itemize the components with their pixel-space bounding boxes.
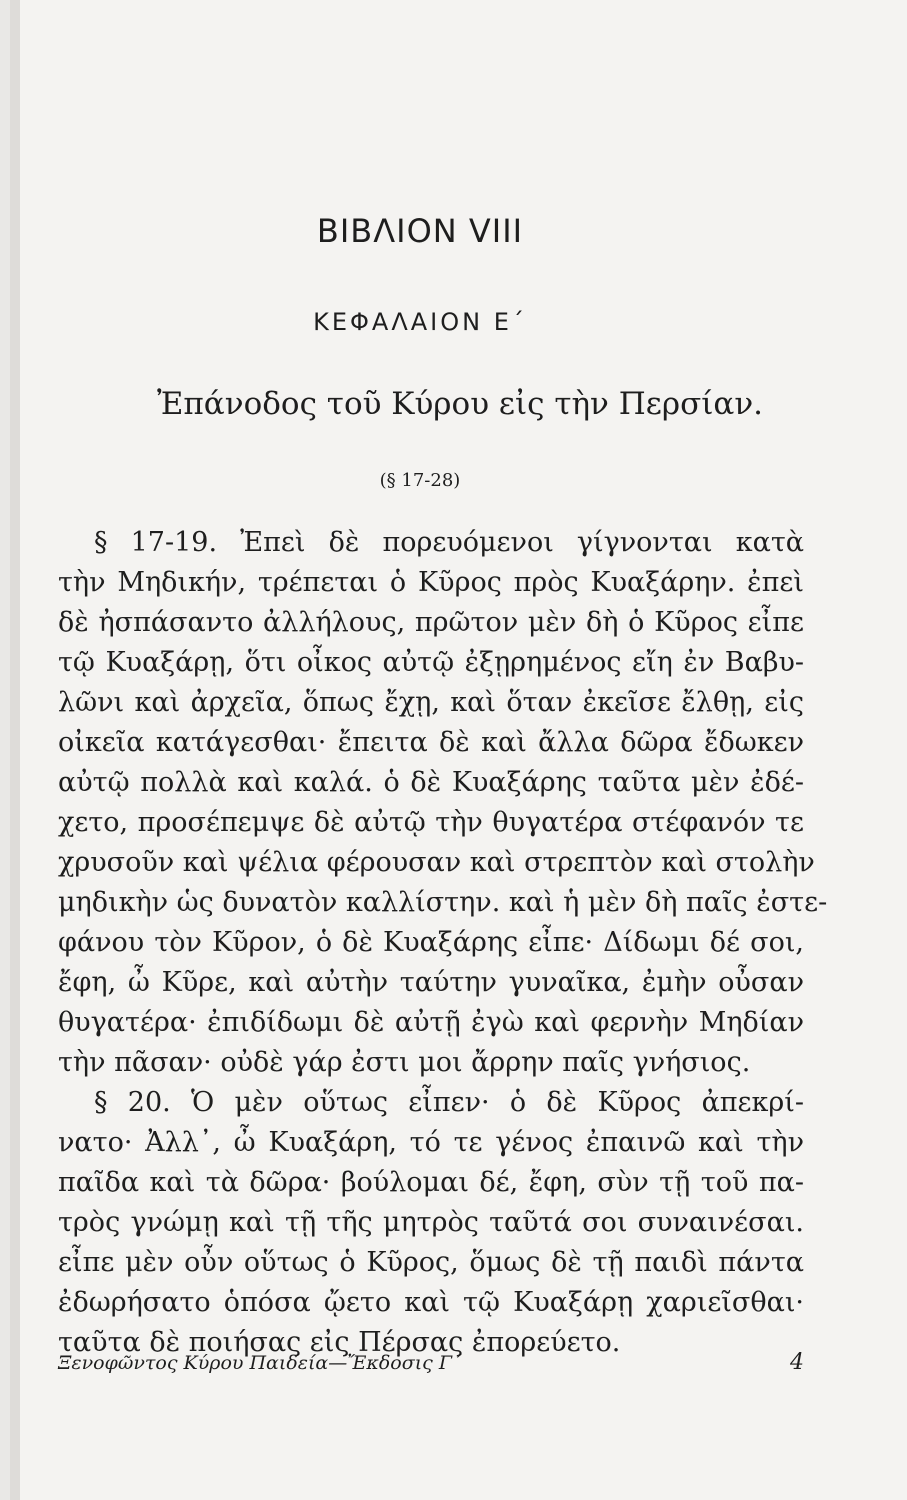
text-line: παῖδα καὶ τὰ δῶρα· βούλομαι δέ, ἔφη, σὺν τῇ τοῦ πα-	[58, 1167, 804, 1198]
body-text	[58, 523, 828, 1363]
text-line: λῶνι καὶ ἀρχεῖα, ὅπως ἔχῃ, καὶ ὅταν ἐκεῖσε ἔλθῃ, εἰς	[58, 687, 804, 718]
book-title: ΒΙΒΛΙΟΝ VIII	[316, 212, 524, 250]
text-line: τὴν Μηδικήν, τρέπεται ὁ Κῦρος πρὸς Κυαξάρην. ἐπεὶ	[58, 567, 804, 598]
text-line: αὐτῷ πολλὰ καὶ καλά. ὁ δὲ Κυαξάρης ταῦτα μὲν ἐδέ-	[58, 767, 804, 798]
footer-title: Ξενοφῶντος Κύρου Παιδεία—Ἔκδοσις Γ΄	[58, 1352, 462, 1374]
text-line: οἰκεῖα κατάγεσθαι· ἔπειτα δὲ καὶ ἄλλα δῶρα ἔδωκεν	[58, 727, 804, 758]
text-line: τρὸς γνώμῃ καὶ τῇ τῆς μητρὸς ταῦτά σοι συναινέσαι.	[58, 1207, 804, 1238]
section-heading: Ἐπάνοδος τοῦ Κύρου εἰς τὴν Περσίαν.	[156, 386, 764, 422]
text-line: νατο· Ἀλλ᾽, ὦ Κυαξάρη, τό τε γένος ἐπαινῶ καὶ τὴν	[58, 1127, 804, 1158]
book-page	[10, 0, 907, 1500]
text-line: εἶπε μὲν οὖν οὕτως ὁ Κῦρος, ὅμως δὲ τῇ παιδὶ πάντα	[58, 1247, 804, 1278]
text-line: ἔφη, ὦ Κῦρε, καὶ αὐτὴν ταύτην γυναῖκα, ἐμὴν οὖσαν	[58, 967, 804, 998]
text-line: μηδικὴν ὡς δυνατὸν καλλίστην. καὶ ἡ μὲν δὴ παῖς ἐστε-	[58, 887, 828, 918]
text-line: θυγατέρα· ἐπιδίδωμι δὲ αὐτῇ ἐγὼ καὶ φερνὴν Μηδίαν	[58, 1007, 804, 1038]
text-line: χετο, προσέπεμψε δὲ αὐτῷ τὴν θυγατέρα στέφανόν τε	[58, 807, 804, 838]
section-range: (§ 17-28)	[379, 470, 461, 491]
text-line: χρυσοῦν καὶ ψέλια φέρουσαν καὶ στρεπτὸν καὶ στολὴν	[58, 847, 815, 878]
text-line: δὲ ἠσπάσαντο ἀλλήλους, πρῶτον μὲν δὴ ὁ Κῦρος εἶπε	[58, 607, 804, 638]
text-line: ταῦτα δὲ ποιήσας εἰς Πέρσας ἐπορεύετο.	[58, 1327, 621, 1358]
text-line: § 20. Ὁ μὲν οὕτως εἶπεν· ὁ δὲ Κῦρος ἀπεκρί-	[94, 1087, 804, 1118]
page-number: 4	[790, 1350, 804, 1375]
text-line: τῷ Κυαξάρῃ, ὅτι οἶκος αὐτῷ ἐξῃρημένος εἴη ἐν Βαβυ-	[58, 647, 804, 678]
text-line: ἐδωρήσατο ὁπόσα ᾤετο καὶ τῷ Κυαξάρῃ χαριεῖσθαι·	[58, 1287, 804, 1318]
text-line: φάνου τὸν Κῦρον, ὁ δὲ Κυαξάρης εἶπε· Δίδωμι δέ σοι,	[58, 927, 804, 958]
chapter-title: ΚΕΦΑΛΑΙΟΝ Ε΄	[313, 308, 527, 336]
text-line: § 17-19. Ἐπεὶ δὲ πορευόμενοι γίγνονται κατὰ	[94, 527, 804, 558]
text-line: τὴν πᾶσαν· οὐδὲ γάρ ἐστι μοι ἄρρην παῖς γνήσιος.	[58, 1047, 751, 1078]
